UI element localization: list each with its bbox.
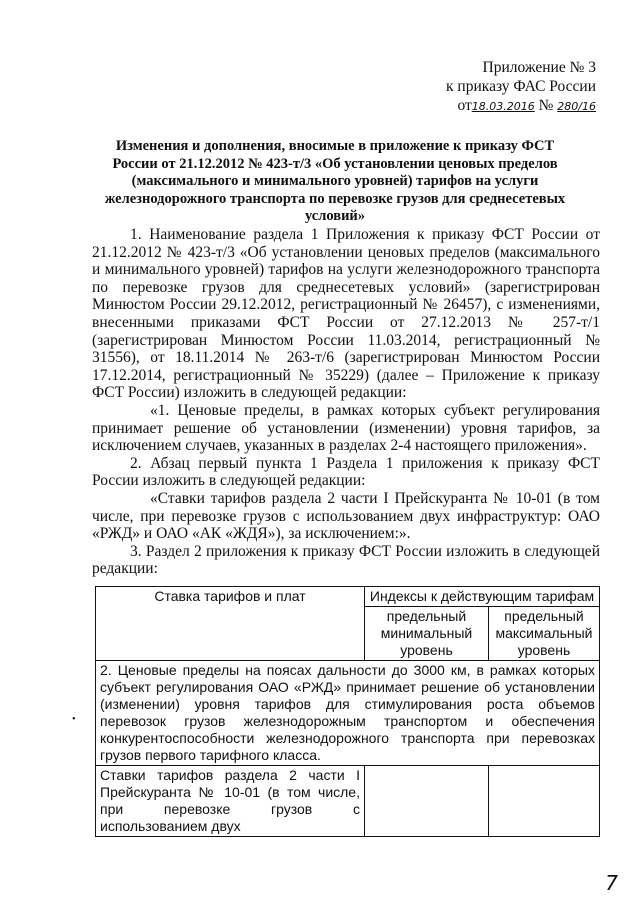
col-header-max: предельный максимальный уровень [489, 607, 600, 661]
document-body [92, 226, 600, 578]
from-label: от [457, 97, 472, 114]
paragraph-2: 2. Абзац первый пункта 1 Раздела 1 приложения к приказу ФСТ России изложить в следующей редакции: [92, 454, 600, 490]
table-row-min [365, 766, 489, 837]
page-number: 7 [605, 871, 618, 895]
table-row-max [489, 766, 600, 837]
appendix-header [446, 58, 596, 116]
handwritten-number: 280/16 [557, 100, 596, 113]
table-row-rate: Ставки тарифов раздела 2 части I Прейскуранта № 10-01 (в том числе, при перевозке грузов с использованием двух [96, 766, 365, 837]
handwritten-date: 18.03.2016 [471, 100, 535, 113]
paragraph-quote-1: «1. Ценовые пределы, в рамках которых субъект регулирования принимает решение об установлении (изменении) уровня тарифов, за исключением случаев, указанных в разделах 2-4 настоящего приложения». [92, 401, 600, 455]
paragraph-quote-2: «Ставки тарифов раздела 2 части I Прейскуранта № 10-01 (в том числе, при перевозке грузов с использованием двух инфраструктур: ОАО «РЖД» и ОАО «АК «ЖДЯ»), за исключением:». [92, 489, 600, 543]
tariff-table [95, 586, 600, 837]
appendix-number: Приложение № 3 [482, 59, 596, 76]
col-header-indices: Индексы к действующим тарифам [365, 587, 600, 607]
margin-dot: • [72, 714, 76, 725]
document-title: Изменения и дополнения, вносимые в приложение к приказу ФСТ России от 21.12.2012 № 423-т/3 «Об установлении ценовых пределов (максимального и минимального уровней) тарифов на услуги железнодорожного транспорта по перевозке грузов для среднесетевых условий» [104, 138, 566, 224]
order-reference: к приказу ФАС России [446, 78, 596, 95]
order-date-number [446, 96, 596, 116]
section-2-row: 2. Ценовые пределы на поясах дальности до 3000 км, в рамках которых субъект регулирования ОАО «РЖД» принимает решение об установлении (изменении) уровня тарифов для стимулирования роста объемов перевозок грузов железнодорожным транспортом и обеспечения конкурентоспособности железнодорожного транспорта при перевозках грузов первого тарифного класса. [96, 661, 600, 766]
col-header-rate: Ставка тарифов и плат [96, 587, 365, 661]
paragraph-3: 3. Раздел 2 приложения к приказу ФСТ России изложить в следующей редакции: [92, 542, 600, 578]
paragraph-1: 1. Наименование раздела 1 Приложения к приказу ФСТ России от 21.12.2012 № 423-т/3 «Об установлении ценовых пределов (максимального и минимального уровней) тарифов на услуги железнодорожного транспорта по перевозке грузов для среднесетевых условий» (зарегистрирован Минюстом России 29.12.2012, регистрационный № 26457), с изменениями, внесенными приказами ФСТ России от 27.12.2013 № 257-т/1 (зарегистрирован Минюстом России 11.03.2014, регистрационный № 31556), от 18.11.2014 № 263-т/6 (зарегистрирован Минюстом России 17.12.2014, регистрационный № 35229) (далее – Приложение к приказу ФСТ России) изложить в следующей редакции: [92, 226, 600, 402]
number-label: № [538, 97, 554, 114]
col-header-min: предельный минимальный уровень [365, 607, 489, 661]
